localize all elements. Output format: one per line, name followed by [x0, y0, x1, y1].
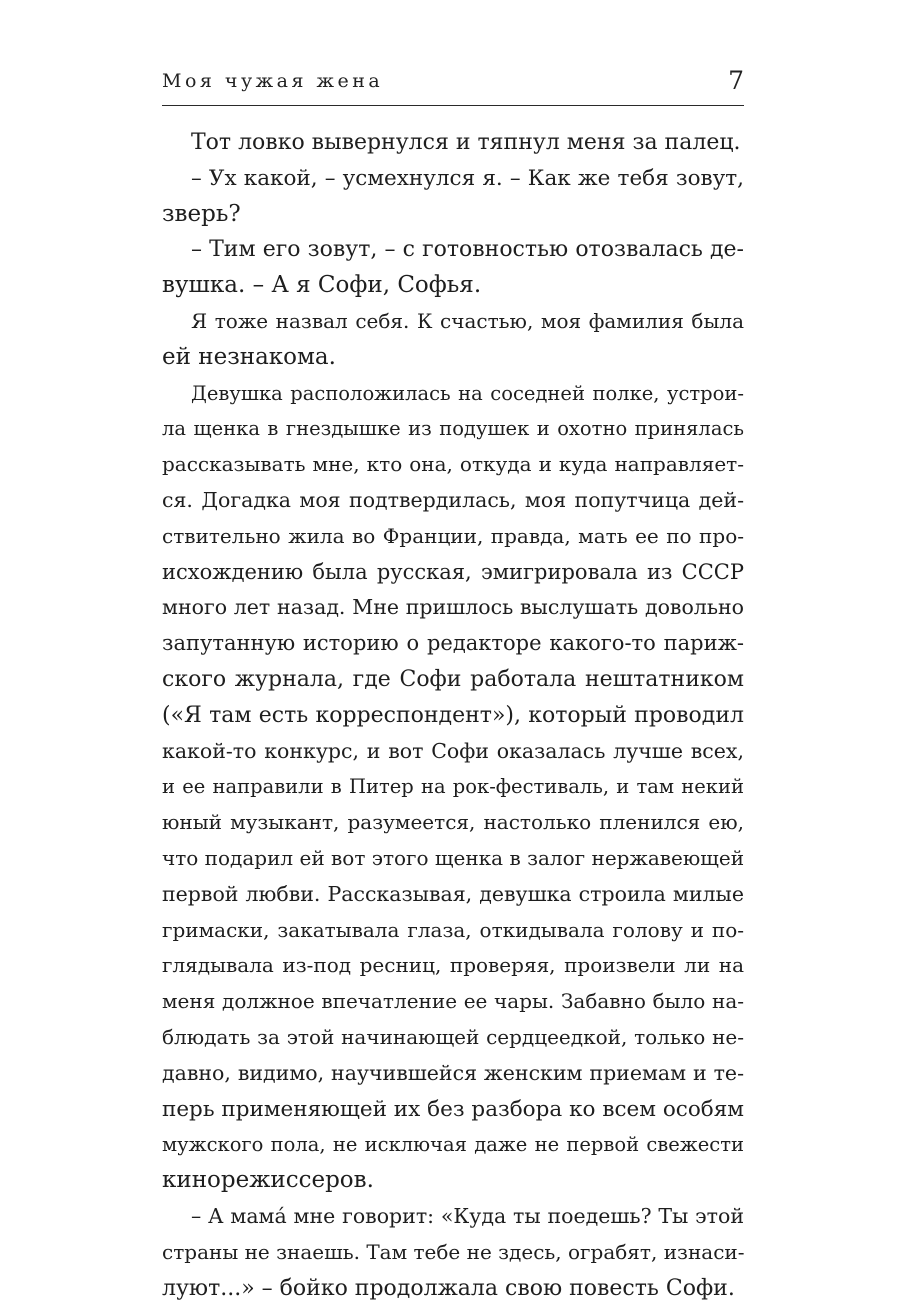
text-line: ей незнакома.	[162, 340, 744, 376]
text-line: первой любви. Рассказывая, девушка строила милые	[162, 877, 744, 913]
body-text	[162, 125, 744, 1306]
header-rule	[162, 105, 744, 106]
text-line: меня должное впечатление ее чары. Забавно было на-	[162, 984, 744, 1020]
text-line: – Тим его зовут, – с готовностью отозвалась де-	[162, 232, 744, 268]
text-line: луют...» – бойко продолжала свою повесть Софи.	[162, 1271, 744, 1306]
text-line: перь применяющей их без разбора ко всем особям	[162, 1092, 744, 1128]
text-line: давно, видимо, научившейся женским приемам и те-	[162, 1056, 744, 1092]
text-line: ся. Догадка моя подтвердилась, моя попутчица дей-	[162, 483, 744, 519]
text-line: Тот ловко вывернулся и тяпнул меня за палец.	[162, 125, 744, 161]
page-number: 7	[728, 66, 744, 95]
text-line: («Я там есть корреспондент»), который проводил	[162, 698, 744, 734]
text-line: ского журнала, где Софи работала нештатником	[162, 662, 744, 698]
text-line: исхождению была русская, эмигрировала из СССР	[162, 555, 744, 591]
text-line: глядывала из-под ресниц, проверяя, произвели ли на	[162, 948, 744, 984]
text-line: рассказывать мне, кто она, откуда и куда направляет-	[162, 447, 744, 483]
text-line: юный музыкант, разумеется, настолько пленился ею,	[162, 805, 744, 841]
text-line: гримаски, закатывала глаза, откидывала голову и по-	[162, 913, 744, 949]
text-line: Я тоже назвал себя. К счастью, моя фамилия была	[162, 304, 744, 340]
text-line: мужского пола, не исключая даже не первой свежести	[162, 1127, 744, 1163]
text-line: кинорежиссеров.	[162, 1163, 744, 1199]
text-line: страны не знаешь. Там тебе не здесь, ограбят, изнаси-	[162, 1235, 744, 1271]
text-line: запутанную историю о редакторе какого-то париж-	[162, 626, 744, 662]
text-line: ла щенка в гнездышке из подушек и охотно принялась	[162, 411, 744, 447]
text-line: – Ух какой, – усмехнулся я. – Как же тебя зовут,	[162, 161, 744, 197]
text-line: зверь?	[162, 197, 744, 233]
text-line: Девушка расположилась на соседней полке, устрои-	[162, 376, 744, 412]
text-line: что подарил ей вот этого щенка в залог нержавеющей	[162, 841, 744, 877]
text-line: какой-то конкурс, и вот Софи оказалась лучше всех,	[162, 734, 744, 770]
running-title: Моя чужая жена	[162, 70, 383, 92]
text-line: – А мама́ мне говорит: «Куда ты поедешь? Ты этой	[162, 1199, 744, 1235]
text-line: вушка. – А я Софи, Софья.	[162, 268, 744, 304]
text-line: много лет назад. Мне пришлось выслушать довольно	[162, 590, 744, 626]
text-line: блюдать за этой начинающей сердцеедкой, только не-	[162, 1020, 744, 1056]
running-head	[162, 66, 744, 100]
text-line: ствительно жила во Франции, правда, мать ее по про-	[162, 519, 744, 555]
text-line: и ее направили в Питер на рок-фестиваль, и там некий	[162, 769, 744, 805]
